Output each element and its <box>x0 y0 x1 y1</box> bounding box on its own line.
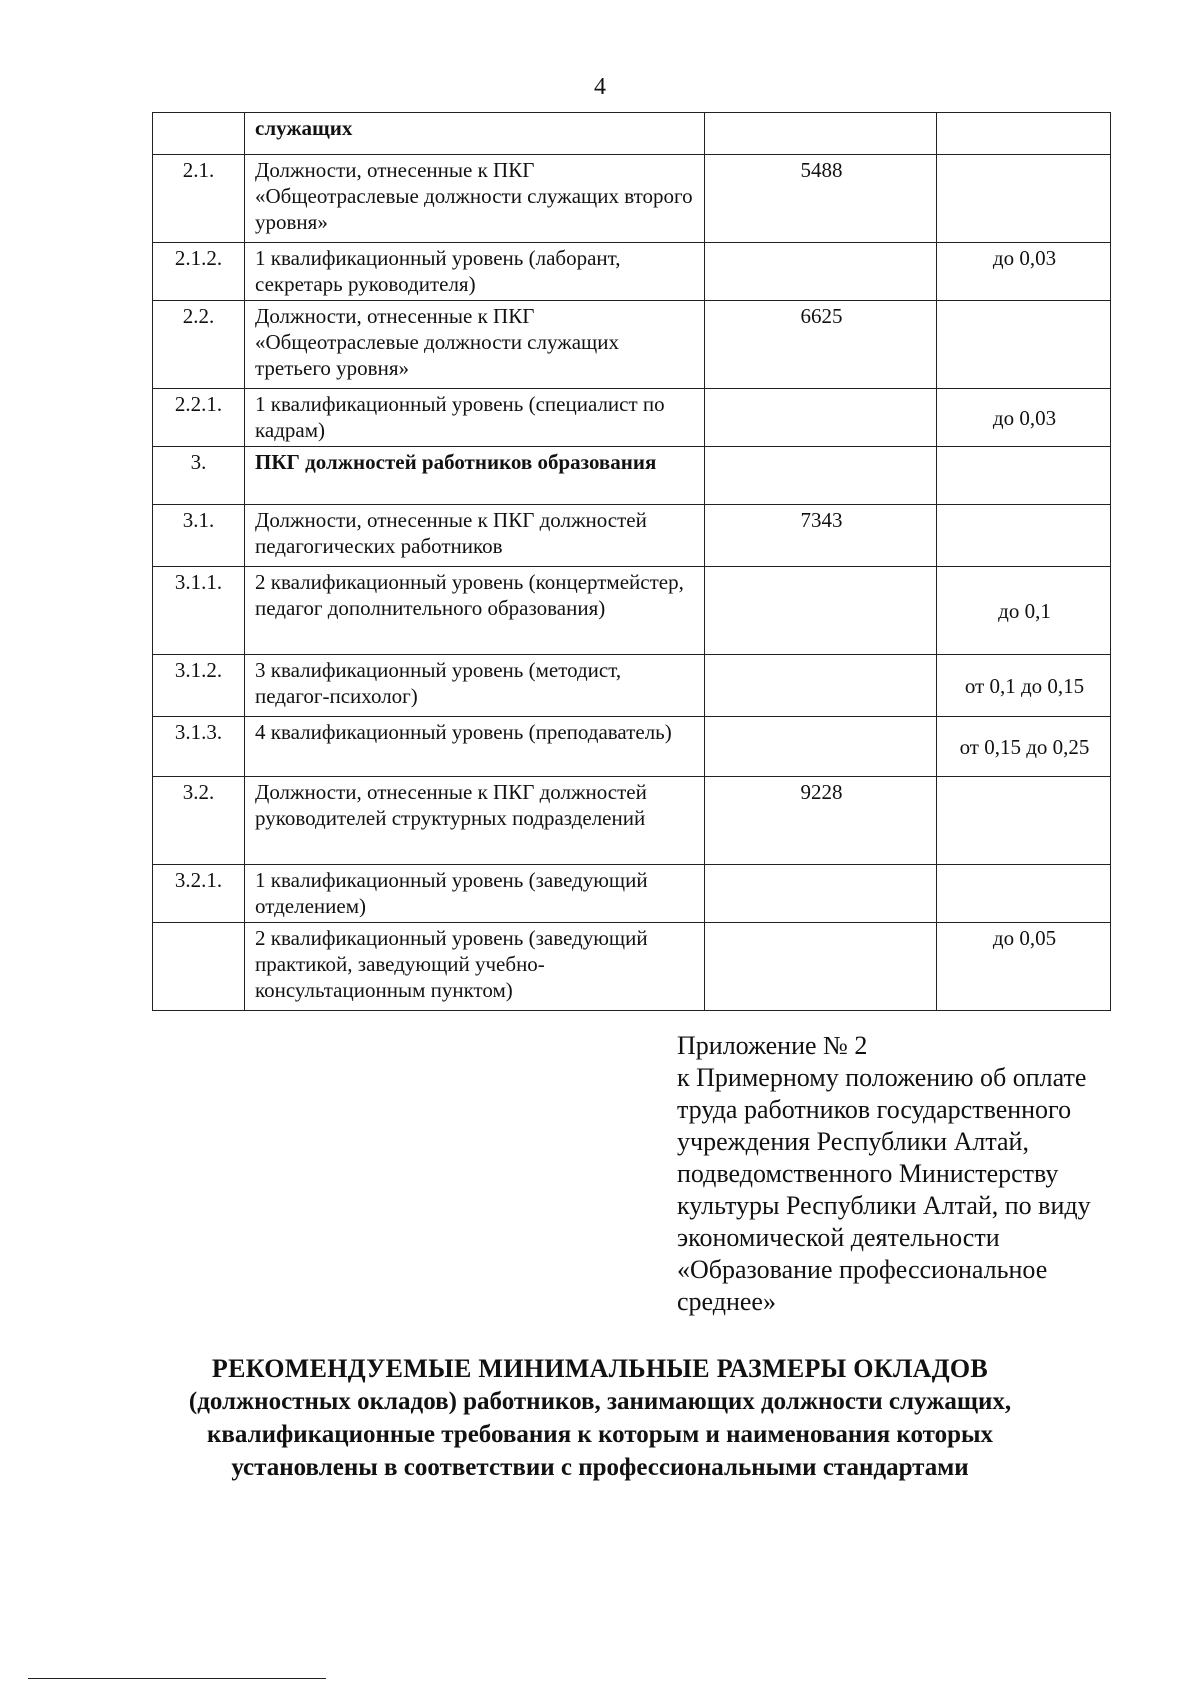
salary-value <box>705 447 937 505</box>
position-title: 4 квалификационный уровень (преподаватель) <box>245 717 705 777</box>
row-number: 3.1.1. <box>153 567 245 655</box>
appendix-line: «Образование профессиональное <box>677 1255 1048 1284</box>
coefficient-value: до 0,03 <box>937 389 1111 447</box>
salary-value <box>705 243 937 301</box>
table-row <box>153 155 1111 243</box>
salary-value <box>705 923 937 1011</box>
appendix-line: труда работников государственного <box>677 1095 1072 1124</box>
table-row <box>153 923 1111 1011</box>
row-number: 2.1.2. <box>153 243 245 301</box>
table-row <box>153 865 1111 923</box>
footnote-divider <box>28 1678 326 1679</box>
coefficient-value: от 0,1 до 0,15 <box>937 655 1111 717</box>
position-title: 2 квалификационный уровень (заведующий практикой, заведующий учебно-консультационным пунктом) <box>245 923 705 1011</box>
salary-value <box>705 717 937 777</box>
appendix-line: подведомственного Министерству <box>677 1159 1059 1188</box>
title-line: (должностных окладов) работников, занимающих должности служащих, <box>188 1388 1012 1415</box>
coefficient-value <box>937 505 1111 567</box>
appendix-line: экономической деятельности <box>677 1223 1000 1252</box>
row-number: 3.2.1. <box>153 865 245 923</box>
title-line: установлены в соответствии с профессиональными стандартами <box>231 1454 969 1481</box>
table-row <box>153 567 1111 655</box>
coefficient-value: до 0,03 <box>937 243 1111 301</box>
coefficient-value: от 0,15 до 0,25 <box>937 717 1111 777</box>
appendix-line: учреждения Республики Алтай, <box>677 1127 1029 1156</box>
coefficient-value <box>937 777 1111 865</box>
appendix-line: Приложение № 2 <box>677 1031 868 1060</box>
table-row <box>153 113 1111 155</box>
document-title <box>0 1352 1200 1484</box>
position-title: Должности, отнесенные к ПКГ «Общеотраслевые должности служащих третьего уровня» <box>245 301 705 389</box>
row-number: 3. <box>153 447 245 505</box>
salary-table <box>152 112 1111 1011</box>
row-number: 3.1.3. <box>153 717 245 777</box>
position-title: 1 квалификационный уровень (специалист по кадрам) <box>245 389 705 447</box>
salary-value: 7343 <box>705 505 937 567</box>
coefficient-value: до 0,05 <box>937 923 1111 1011</box>
position-title: Должности, отнесенные к ПКГ должностей руководителей структурных подразделений <box>245 777 705 865</box>
salary-value <box>705 567 937 655</box>
salary-value <box>705 113 937 155</box>
table-row <box>153 447 1111 505</box>
position-title: 2 квалификационный уровень (концертмейстер, педагог дополнительного образования) <box>245 567 705 655</box>
appendix-line: культуры Республики Алтай, по виду <box>677 1191 1091 1220</box>
salary-value: 5488 <box>705 155 937 243</box>
coefficient-value <box>937 301 1111 389</box>
row-number: 3.2. <box>153 777 245 865</box>
table-row <box>153 301 1111 389</box>
appendix-line: среднее» <box>677 1287 776 1316</box>
position-title: ПКГ должностей работников образования <box>245 447 705 505</box>
position-title: Должности, отнесенные к ПКГ должностей педагогических работников <box>245 505 705 567</box>
row-number: 3.1. <box>153 505 245 567</box>
salary-value <box>705 655 937 717</box>
row-number <box>153 113 245 155</box>
position-title: 1 квалификационный уровень (лаборант, секретарь руководителя) <box>245 243 705 301</box>
row-number: 3.1.2. <box>153 655 245 717</box>
table-row <box>153 505 1111 567</box>
title-line: РЕКОМЕНДУЕМЫЕ МИНИМАЛЬНЫЕ РАЗМЕРЫ ОКЛАДОВ <box>211 1354 989 1383</box>
position-title: Должности, отнесенные к ПКГ «Общеотраслевые должности служащих второго уровня» <box>245 155 705 243</box>
page-number: 4 <box>594 74 606 100</box>
appendix-line: к Примерному положению об оплате <box>677 1063 1087 1092</box>
position-title: 1 квалификационный уровень (заведующий отделением) <box>245 865 705 923</box>
coefficient-value <box>937 155 1111 243</box>
table-row <box>153 243 1111 301</box>
row-number: 2.1. <box>153 155 245 243</box>
salary-value: 9228 <box>705 777 937 865</box>
position-title: служащих <box>245 113 705 155</box>
table-row <box>153 777 1111 865</box>
salary-value <box>705 865 937 923</box>
table-row <box>153 717 1111 777</box>
row-number: 2.2.1. <box>153 389 245 447</box>
coefficient-value <box>937 865 1111 923</box>
appendix-heading <box>677 1030 1147 1318</box>
row-number <box>153 923 245 1011</box>
row-number: 2.2. <box>153 301 245 389</box>
title-line: квалификационные требования к которым и наименования которых <box>206 1421 994 1448</box>
table-row <box>153 389 1111 447</box>
coefficient-value <box>937 447 1111 505</box>
position-title: 3 квалификационный уровень (методист, педагог-психолог) <box>245 655 705 717</box>
coefficient-value <box>937 113 1111 155</box>
coefficient-value: до 0,1 <box>937 567 1111 655</box>
salary-value: 6625 <box>705 301 937 389</box>
table-row <box>153 655 1111 717</box>
salary-value <box>705 389 937 447</box>
